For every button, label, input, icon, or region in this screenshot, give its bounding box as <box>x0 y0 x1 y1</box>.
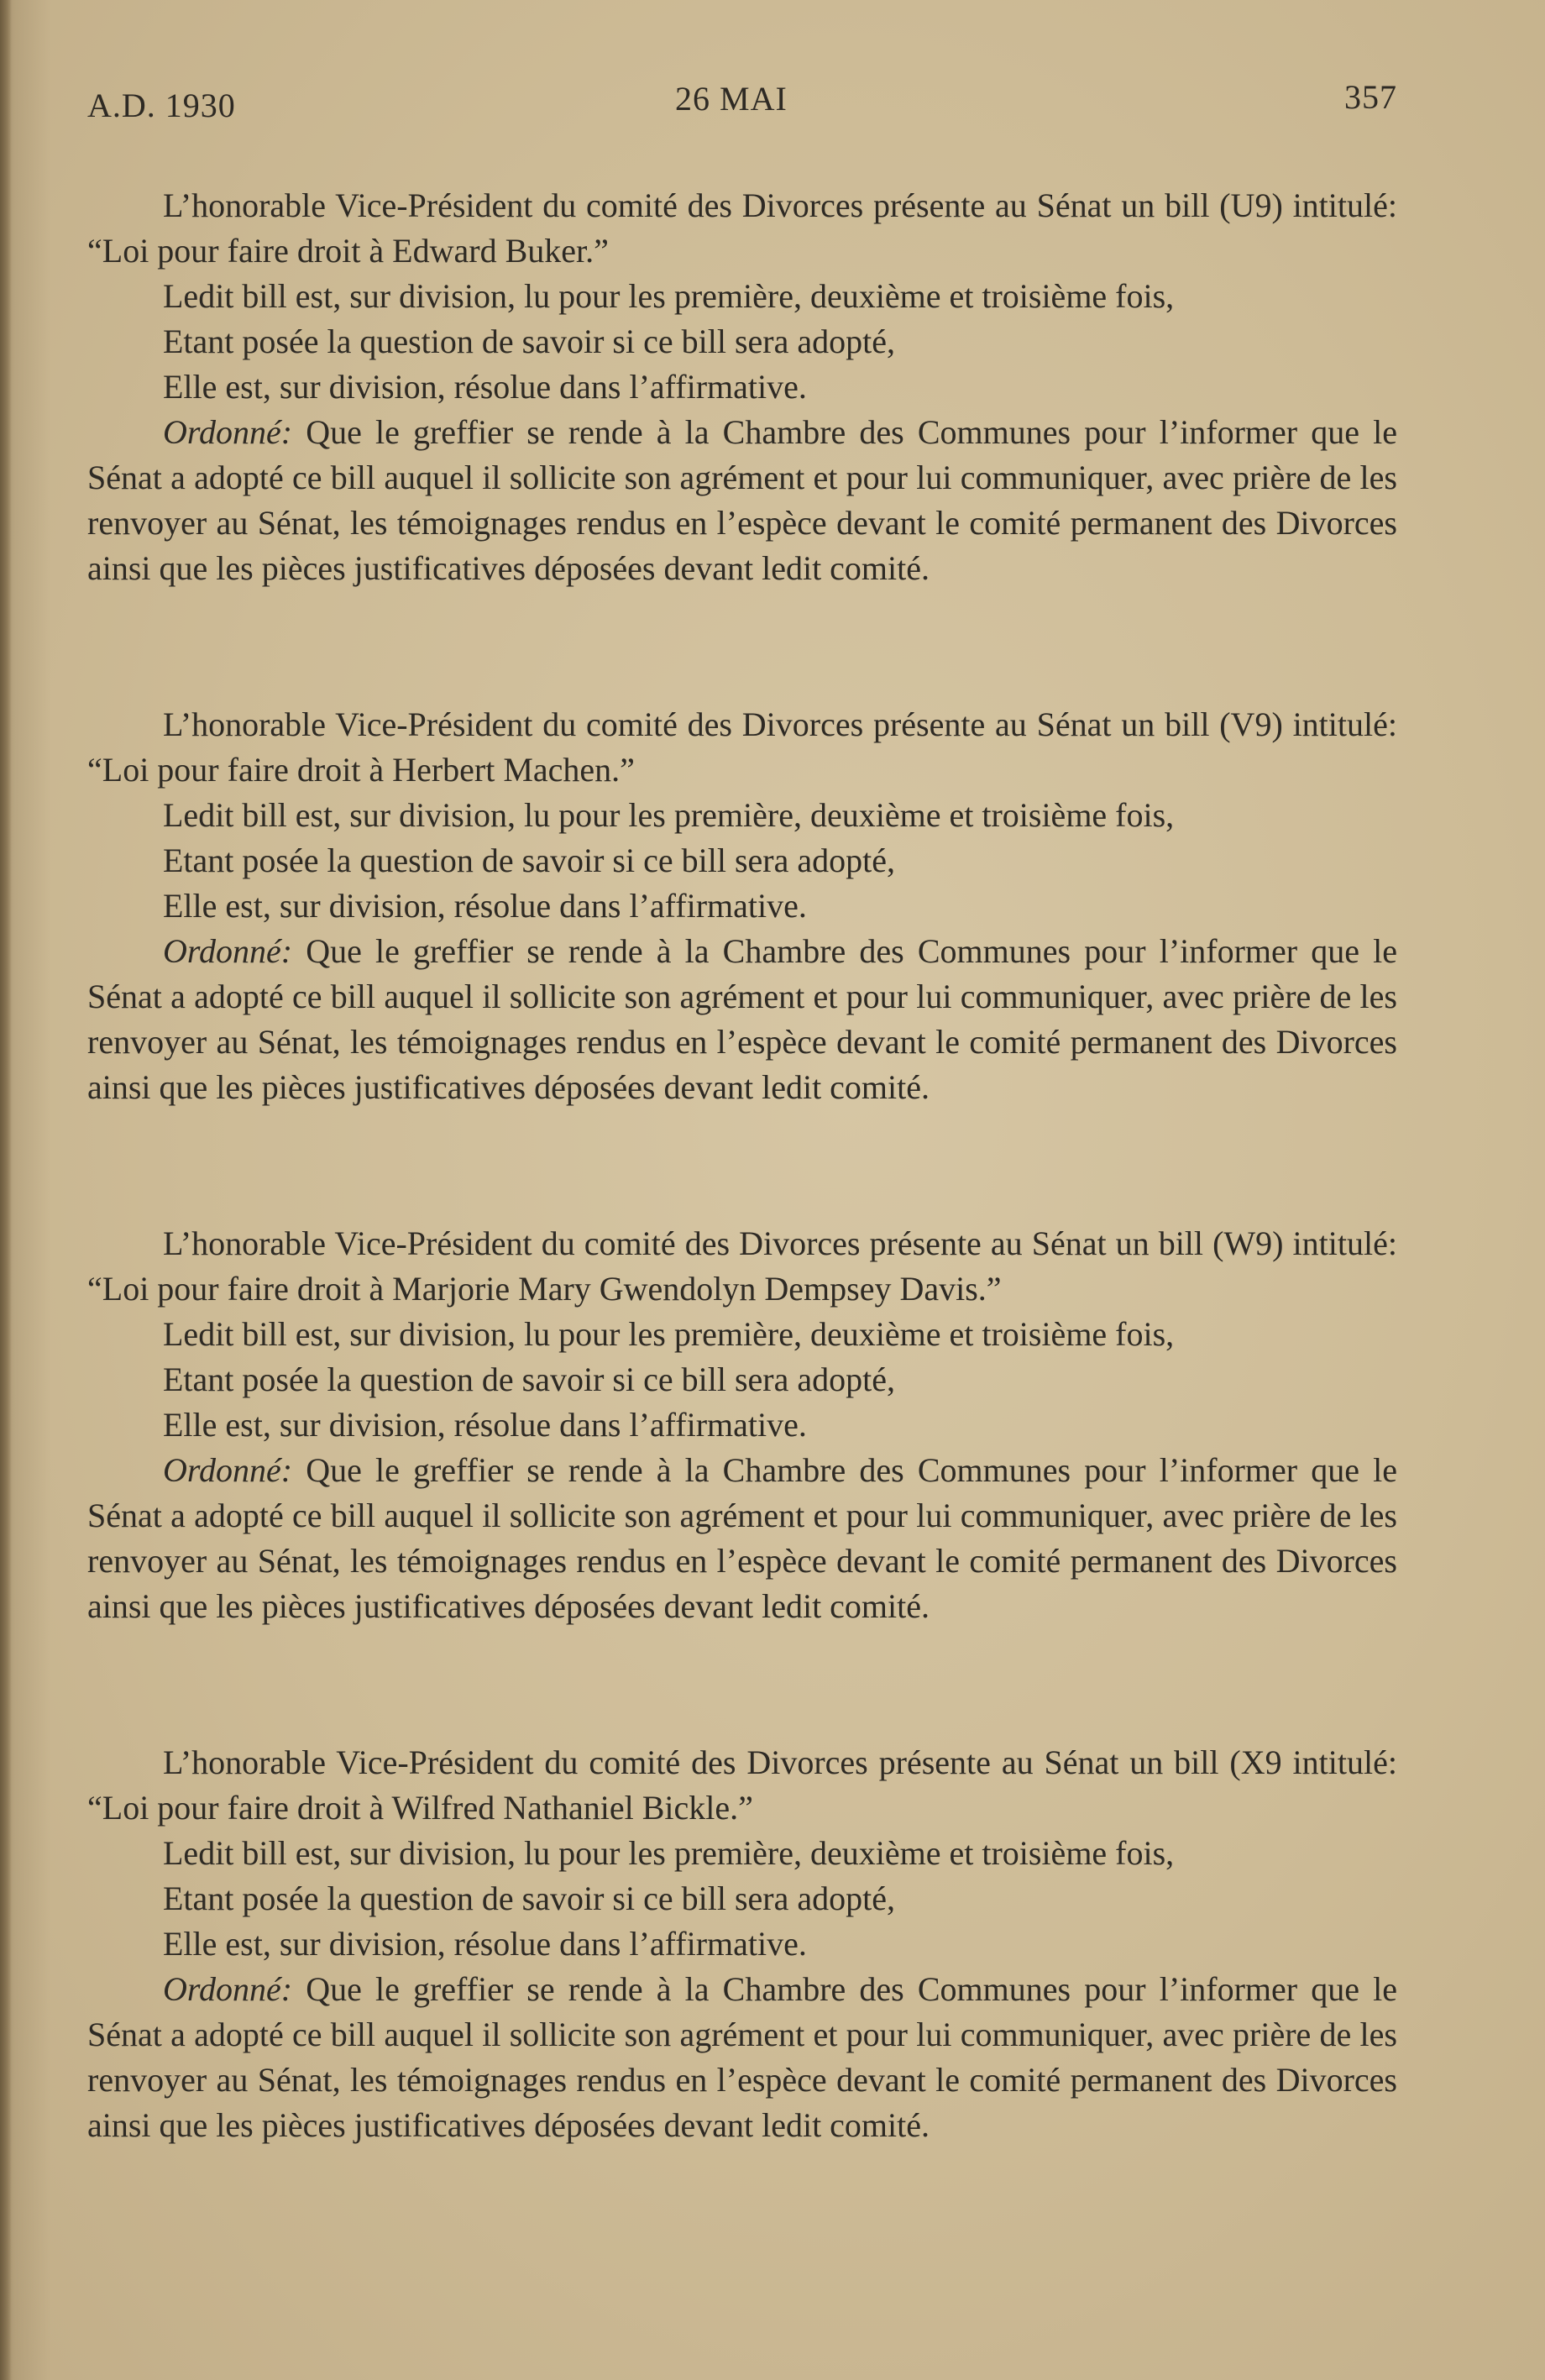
page-header <box>87 77 1397 128</box>
bill-entry-x9 <box>87 1740 1397 2148</box>
entry-reading: Ledit bill est, sur division, lu pour les première, deuxième et troisième fois, <box>163 1834 1175 1872</box>
order-text: Que le greffier se rende à la Chambre des Communes pour l’informer que le Sénat a adopté ce bill auquel il sollicite son agrément et pour lui communiquer, avec prière de les renvoyer au Sénat, les témoignages rendus en l’espèce devant le comité permanent des Divorces ainsi que les pièces justificatives déposées devant ledit comité. <box>87 1451 1397 1625</box>
order-text: Que le greffier se rende à la Chambre des Communes pour l’informer que le Sénat a adopté ce bill auquel il sollicite son agrément et pour lui communiquer, avec prière de les renvoyer au Sénat, les témoignages rendus en l’espèce devant le comité permanent des Divorces ainsi que les pièces justificatives déposées devant ledit comité. <box>87 1970 1397 2144</box>
entry-reading: Ledit bill est, sur division, lu pour les première, deuxième et troisième fois, <box>163 277 1175 315</box>
book-spine-shadow <box>0 0 12 2380</box>
entry-reading: Ledit bill est, sur division, lu pour les première, deuxième et troisième fois, <box>163 1315 1175 1353</box>
entry-question: Etant posée la question de savoir si ce bill sera adopté, <box>163 841 895 879</box>
order-label: Ordonné: <box>163 932 293 970</box>
entry-resolution: Elle est, sur division, résolue dans l’affirmative. <box>163 1406 807 1444</box>
entry-reading: Ledit bill est, sur division, lu pour les première, deuxième et troisième fois, <box>163 796 1175 834</box>
page-body <box>87 183 1397 2259</box>
entry-question: Etant posée la question de savoir si ce bill sera adopté, <box>163 322 895 360</box>
entry-order <box>87 1448 1397 1629</box>
bill-entry-u9 <box>87 183 1397 591</box>
entry-resolution: Elle est, sur division, résolue dans l’affirmative. <box>163 887 807 925</box>
entry-question: Etant posée la question de savoir si ce bill sera adopté, <box>163 1360 895 1398</box>
order-text: Que le greffier se rende à la Chambre des Communes pour l’informer que le Sénat a adopté ce bill auquel il sollicite son agrément et pour lui communiquer, avec prière de les renvoyer au Sénat, les témoignages rendus en l’espèce devant le comité permanent des Divorces ainsi que les pièces justificatives déposées devant ledit comité. <box>87 413 1397 587</box>
bill-entry-v9 <box>87 702 1397 1110</box>
entry-question: Etant posée la question de savoir si ce bill sera adopté, <box>163 1879 895 1917</box>
header-year: A.D. 1930 <box>87 86 236 124</box>
entry-order <box>87 410 1397 591</box>
header-date: 26 MAI <box>675 80 788 118</box>
entry-order <box>87 929 1397 1110</box>
entry-intro: L’honorable Vice-Président du comité des Divorces présente au Sénat un bill (V9) intitulé: “Loi pour faire droit à Herbert Machen.” <box>87 705 1397 789</box>
order-label: Ordonné: <box>163 1451 293 1489</box>
entry-order <box>87 1967 1397 2148</box>
order-label: Ordonné: <box>163 413 293 451</box>
page-number: 357 <box>1344 78 1397 116</box>
bill-entry-w9 <box>87 1221 1397 1629</box>
entry-intro: L’honorable Vice-Président du comité des Divorces présente au Sénat un bill (W9) intitulé: “Loi pour faire droit à Marjorie Mary Gwendolyn Dempsey Davis.” <box>87 1224 1397 1308</box>
entry-resolution: Elle est, sur division, résolue dans l’affirmative. <box>163 1925 807 1963</box>
entry-intro: L’honorable Vice-Président du comité des Divorces présente au Sénat un bill (U9) intitulé: “Loi pour faire droit à Edward Buker.” <box>87 186 1397 270</box>
order-label: Ordonné: <box>163 1970 293 2008</box>
order-text: Que le greffier se rende à la Chambre des Communes pour l’informer que le Sénat a adopté ce bill auquel il sollicite son agrément et pour lui communiquer, avec prière de les renvoyer au Sénat, les témoignages rendus en l’espèce devant le comité permanent des Divorces ainsi que les pièces justificatives déposées devant ledit comité. <box>87 932 1397 1106</box>
entry-resolution: Elle est, sur division, résolue dans l’affirmative. <box>163 368 807 406</box>
entry-intro: L’honorable Vice-Président du comité des Divorces présente au Sénat un bill (X9 intitulé: “Loi pour faire droit à Wilfred Nathaniel Bickle.” <box>87 1743 1397 1827</box>
